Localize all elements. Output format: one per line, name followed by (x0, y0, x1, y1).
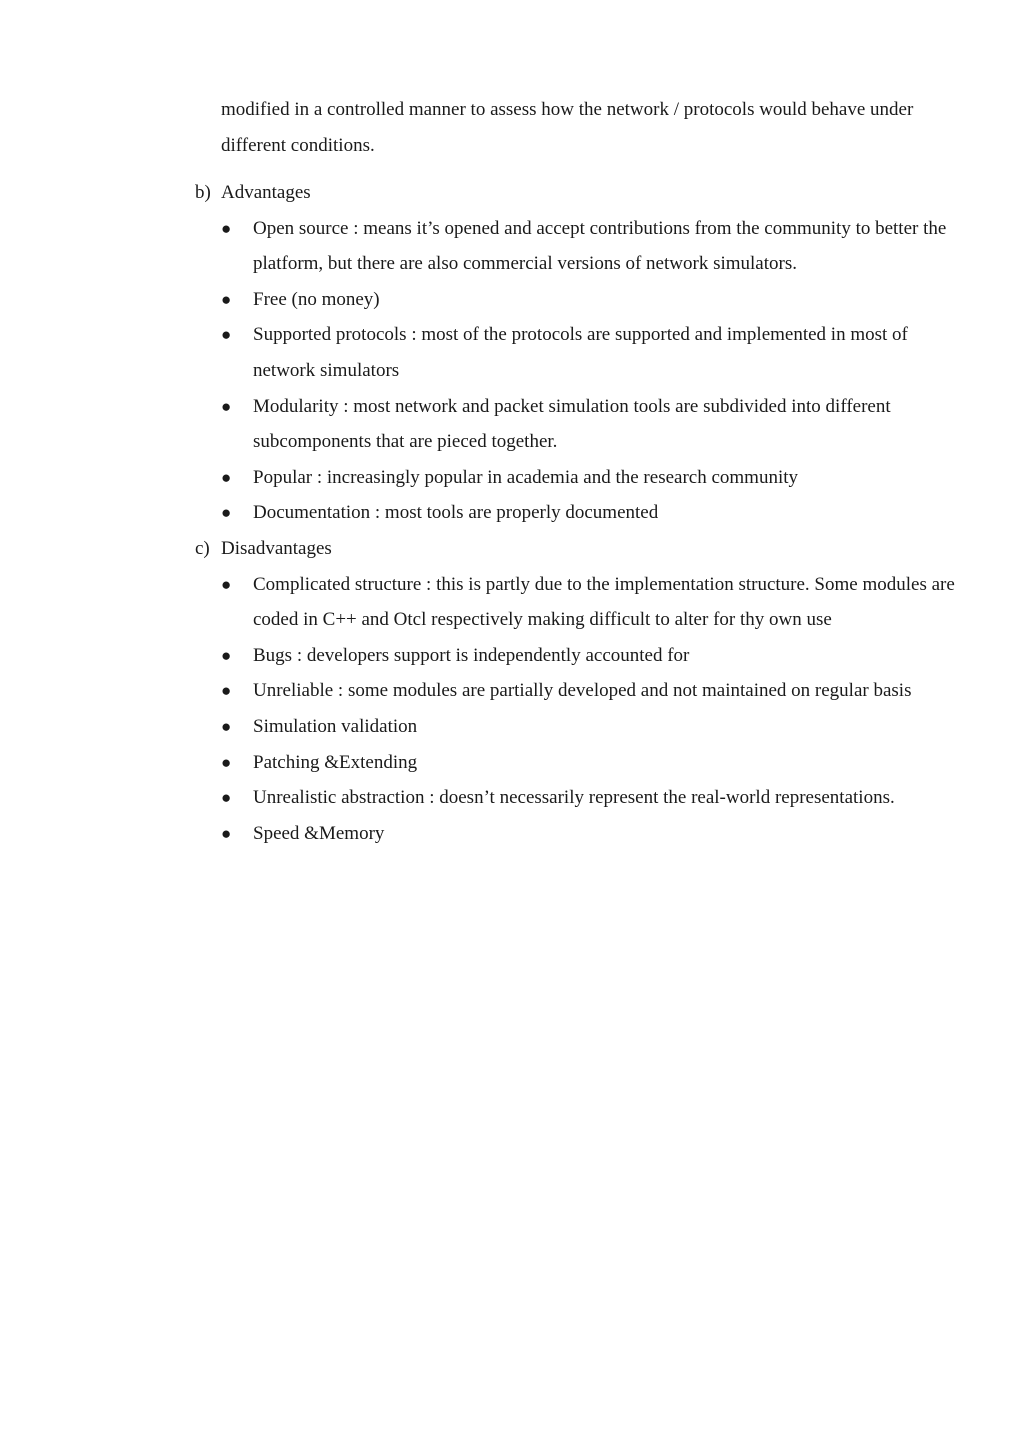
advantages-heading-text: Advantages (221, 182, 311, 203)
list-item-text: Unreliable : some modules are partially developed and not maintained on regular basis (253, 680, 912, 702)
bullet-icon: ● (221, 467, 232, 487)
list-item (221, 211, 955, 282)
list-item-text: Free (no money) (253, 288, 380, 310)
list-item-text: Speed &Memory (253, 822, 385, 844)
disadvantages-section (195, 531, 955, 851)
list-item (221, 673, 955, 709)
list-item (221, 460, 955, 496)
list-item (221, 638, 955, 674)
list-item (221, 567, 955, 638)
list-item-text: Modularity : most network and packet simulation tools are subdivided into different subcomponents that are pieced together. (253, 395, 891, 453)
list-item (221, 745, 955, 781)
advantages-heading (195, 175, 955, 211)
list-item-text: Simulation validation (253, 715, 418, 737)
bullet-icon: ● (221, 716, 232, 736)
list-item (221, 709, 955, 745)
bullet-icon: ● (221, 289, 232, 309)
disadvantages-list (195, 567, 955, 852)
list-item (221, 780, 955, 816)
advantages-section (195, 175, 955, 531)
list-item-text: Unrealistic abstraction : doesn’t necessarily represent the real-world representations. (253, 787, 895, 809)
list-item (221, 282, 955, 318)
bullet-icon: ● (221, 823, 232, 843)
list-item-text: Supported protocols : most of the protocols are supported and implemented in most of network simulators (253, 324, 908, 381)
bullet-icon: ● (221, 503, 232, 523)
list-item-text: Documentation : most tools are properly documented (253, 502, 659, 524)
bullet-icon: ● (221, 645, 232, 665)
advantages-list (195, 211, 955, 531)
list-item-text: Open source : means it’s opened and accept contributions from the community to better the platform, but there are also commercial versions of network simulators. (253, 217, 947, 275)
list-item (221, 495, 955, 531)
intro-paragraph: modified in a controlled manner to assess how the network / protocols would behave under different conditions. (221, 99, 914, 156)
disadvantages-heading-text: Disadvantages (221, 538, 332, 559)
list-item-text: Bugs : developers support is independently accounted for (253, 644, 690, 666)
disadvantages-heading (195, 531, 955, 567)
disadvantages-marker: c) (195, 538, 210, 559)
list-item (221, 816, 955, 852)
list-item (221, 317, 955, 388)
advantages-marker: b) (195, 182, 211, 203)
list-item (221, 389, 955, 460)
bullet-icon: ● (221, 788, 232, 808)
bullet-icon: ● (221, 325, 232, 345)
bullet-icon: ● (221, 752, 232, 772)
bullet-icon: ● (221, 396, 232, 416)
list-item-text: Popular : increasingly popular in academia and the research community (253, 466, 799, 488)
bullet-icon: ● (221, 681, 232, 701)
list-item-text: Patching &Extending (253, 751, 418, 773)
bullet-icon: ● (221, 218, 232, 238)
bullet-icon: ● (221, 574, 232, 594)
list-item-text: Complicated structure : this is partly due to the implementation structure. Some modules are coded in C++ and Otcl respectively making difficult to alter for thy own use (253, 573, 955, 631)
